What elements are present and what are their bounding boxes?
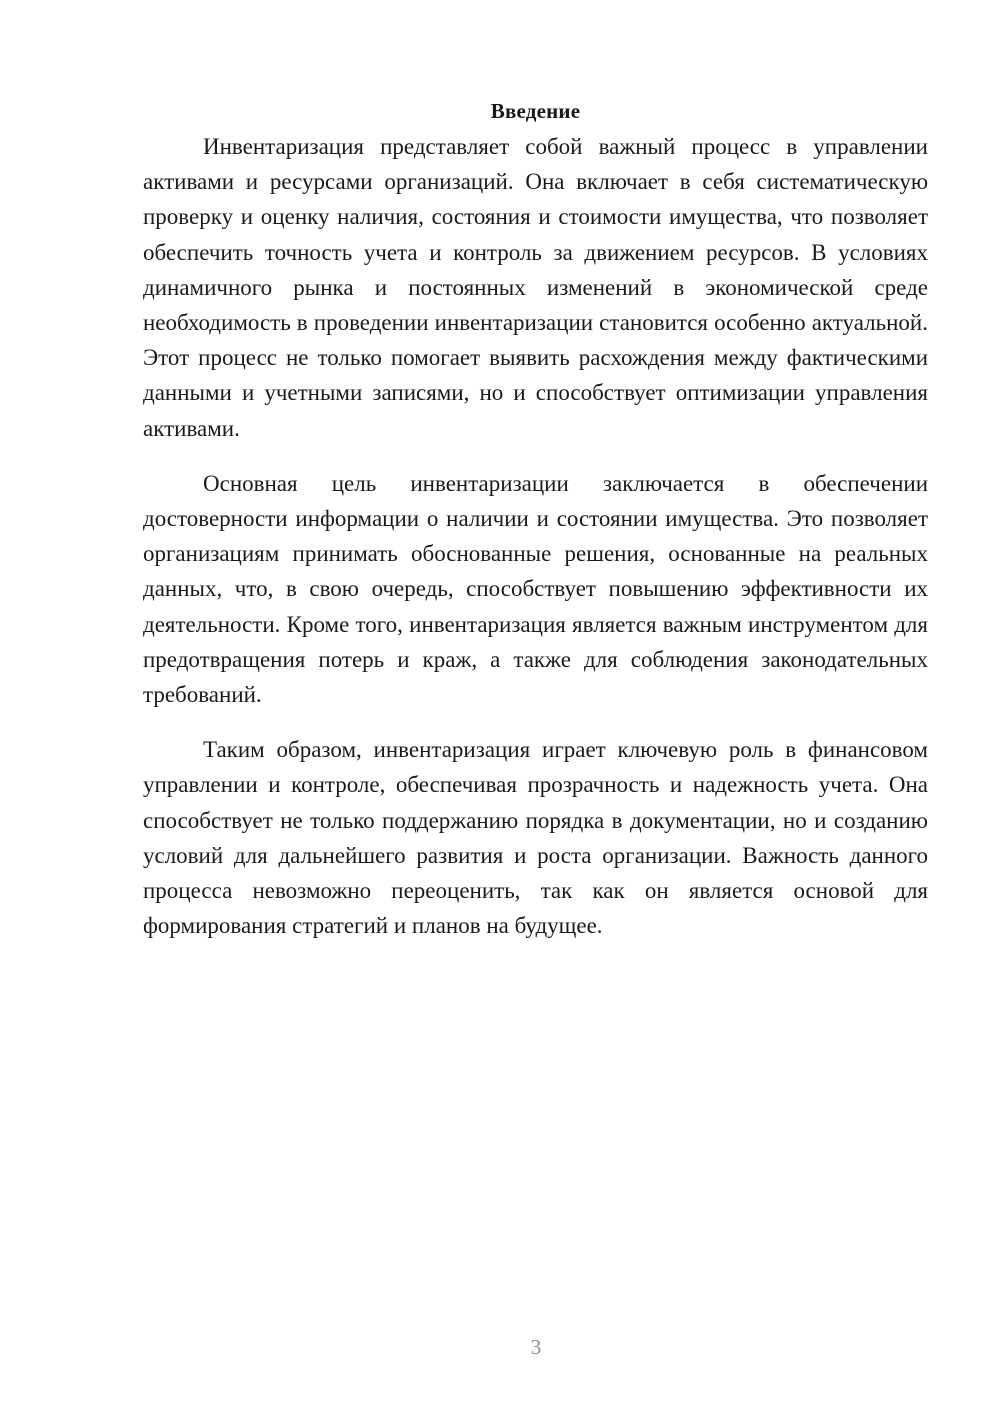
paragraph-3: Таким образом, инвентаризация играет ключевую роль в финансовом управлении и контроле, обеспечивая прозрачность и надежность учета. Она способствует не только поддержанию порядка в документации, но и созданию условий для дальнейшего развития и роста организации. Важность данного процесса невозможно переоценить, так как он является основой для формирования стратегий и планов на будущее.	[143, 737, 928, 939]
section-heading: Введение	[490, 99, 581, 123]
paragraph-2: Основная цель инвентаризации заключается в обеспечении достоверности информации о наличии и состоянии имущества. Это позволяет организациям принимать обоснованные решения, основанные на реальных данных, что, в свою очередь, способствует повышению эффективности их деятельности. Кроме того, инвентаризация является важным инструментом для предотвращения потерь и краж, а также для соблюдения законодательных требований.	[143, 470, 928, 708]
paragraph-1: Инвентаризация представляет собой важный процесс в управлении активами и ресурсами организаций. Она включает в себя систематическую проверку и оценку наличия, состояния и стоимости имущества, что позволяет обеспечить точность учета и контроль за движением ресурсов. В условиях динамичного рынка и постоянных изменений в экономической среде необходимость в проведении инвентаризации становится особенно актуальной. Этот процесс не только помогает выявить расхождения между фактическими данными и учетными записями, но и способствует оптимизации управления активами.	[143, 134, 928, 441]
page-content	[143, 96, 928, 943]
page-number: 3	[530, 1335, 542, 1359]
